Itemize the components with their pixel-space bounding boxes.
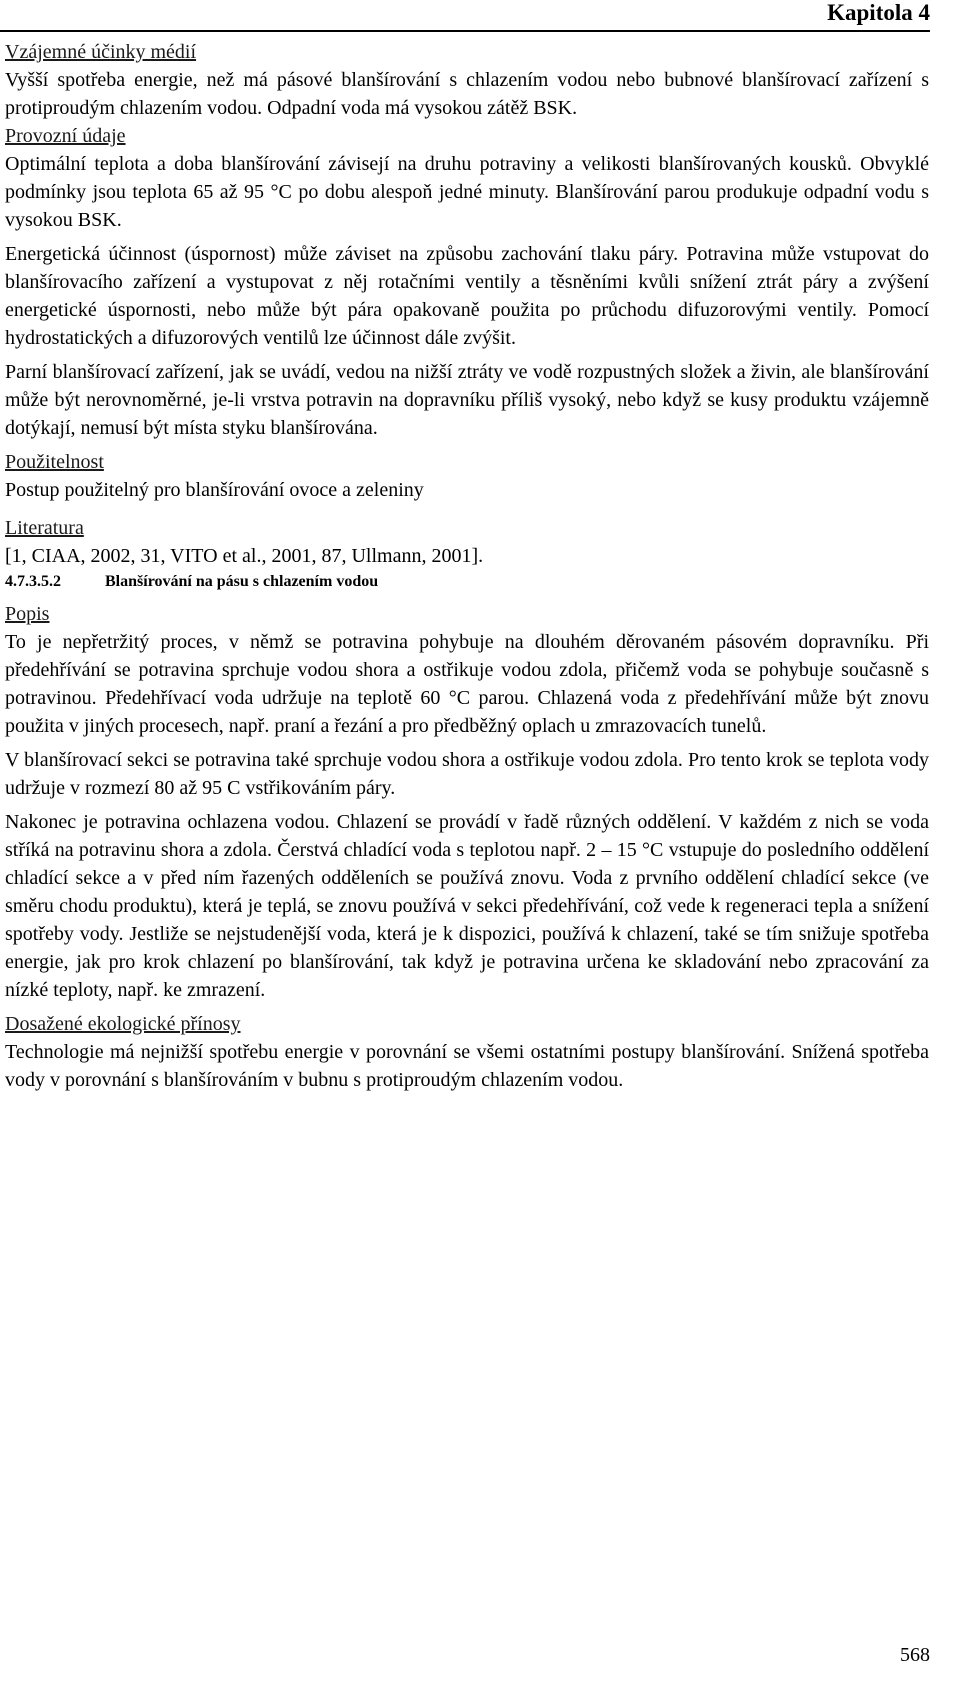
paragraph-cooling: Nakonec je potravina ochlazena vodou. Chlazení se provádí v řadě různých oddělení. V každém z nich se voda stříká na potravinu shora a zdola. Čerstvá chladící voda s teplotou např. 2 – 15 °C vstupuje do posledního oddělení chladící sekce a v před ním řazených odděleních se používá znovu. Voda z prvního oddělení chladící sekce (ve směru chodu produktu), která je teplá, se znovu používá v sekci předehřívání, což vede k regeneraci tepla a snížení spotřeby vody. Jestliže se nejstudenější voda, která je k dispozici, používá k chlazení, také se tím snižuje spotřeba energie, jak pro krok chlazení po blanšírování, tak když je potravina určena ke skladování nebo zpracování za nízké teploty, např. ke zmrazení. <box>5 811 929 1001</box>
paragraph-energy-efficiency: Energetická účinnost (úspornost) může záviset na způsobu zachování tlaku páry. Potravina může vstupovat do blanšírovacího zařízení a vystupovat z něj rotačními ventily a těsněními kvůli snížení ztrát páry a zvýšení energetické úspornosti, nebo může být pára opakovaně použita po průchodu difuzorovými ventily. Pomocí hydrostatických a difuzorových ventilů lze účinnost dále zvýšit. <box>5 243 929 349</box>
paragraph-environmental-benefits: Technologie má nejnižší spotřebu energie v porovnání se všemi ostatními postupy blanšírování. Snížená spotřeba vody v porovnání s blanšírováním v bubnu s protiproudým chlazením vodou. <box>5 1041 929 1091</box>
paragraph-process-description: To je nepřetržitý proces, v němž se potravina pohybuje na dlouhém děrovaném pásovém dopravníku. Při předehřívání se potravina sprchuje vodou shora a ostřikuje vodou zdola, přičemž voda se pohybuje současně s potravinou. Předehřívací voda udržuje na teplotě 60 °C parou. Chlazená voda z předehřívání může být znovu použita v jiných procesech, např. praní a řezání a pro předběžný oplach u zmrazovacích tunelů. <box>5 631 929 737</box>
section-number: 4.7.3.5.2 <box>5 573 61 590</box>
section-heading <box>5 570 929 594</box>
section-title: Blanšírování na pásu s chlazením vodou <box>105 573 379 590</box>
heading-applicability: Použitelnost <box>5 451 104 473</box>
paragraph-applicability: Postup použitelný pro blanšírování ovoce a zeleniny <box>5 479 424 501</box>
heading-cross-media-effects: Vzájemné účinky médií <box>5 41 197 63</box>
paragraph-operational-conditions: Optimální teplota a doba blanšírování závisejí na druhu potraviny a velikosti blanšírovaných kousků. Obvyklé podmínky jsou teplota 65 až 95 °C po dobu alespoň jedné minuty. Blanšírování parou produkuje odpadní vodu s vysokou BSK. <box>5 153 929 231</box>
paragraph-blanching-section: V blanšírovací sekci se potravina také sprchuje vodou shora a ostřikuje vodou zdola. Pro tento krok se teplota vody udržuje v rozmezí 80 až 95 C vstřikováním páry. <box>5 749 929 799</box>
paragraph-references: [1, CIAA, 2002, 31, VITO et al., 2001, 87, Ullmann, 2001]. <box>5 545 484 567</box>
paragraph-cross-media-effects: Vyšší spotřeba energie, než má pásové blanšírování s chlazením vodou nebo bubnové blanšírovací zařízení s protiproudým chlazením vodou. Odpadní voda má vysokou zátěž BSK. <box>5 69 929 119</box>
page-header <box>0 0 930 32</box>
document-body <box>5 38 929 1094</box>
heading-literature: Literatura <box>5 517 84 539</box>
page-number: 568 <box>900 1644 930 1666</box>
heading-environmental-benefits: Dosažené ekologické přínosy <box>5 1013 241 1035</box>
paragraph-steam-blanchers: Parní blanšírovací zařízení, jak se uvádí, vedou na nižší ztráty ve vodě rozpustných složek a živin, ale blanšírování může být nerovnoměrné, je-li vrstva potravin na dopravníku příliš vysoký, nebo když se kusy produktu vzájemně dotýkají, nemusí být místa styku blanšírována. <box>5 361 929 439</box>
heading-operational-data: Provozní údaje <box>5 125 126 147</box>
heading-description: Popis <box>5 603 50 625</box>
chapter-label: Kapitola 4 <box>827 0 930 25</box>
